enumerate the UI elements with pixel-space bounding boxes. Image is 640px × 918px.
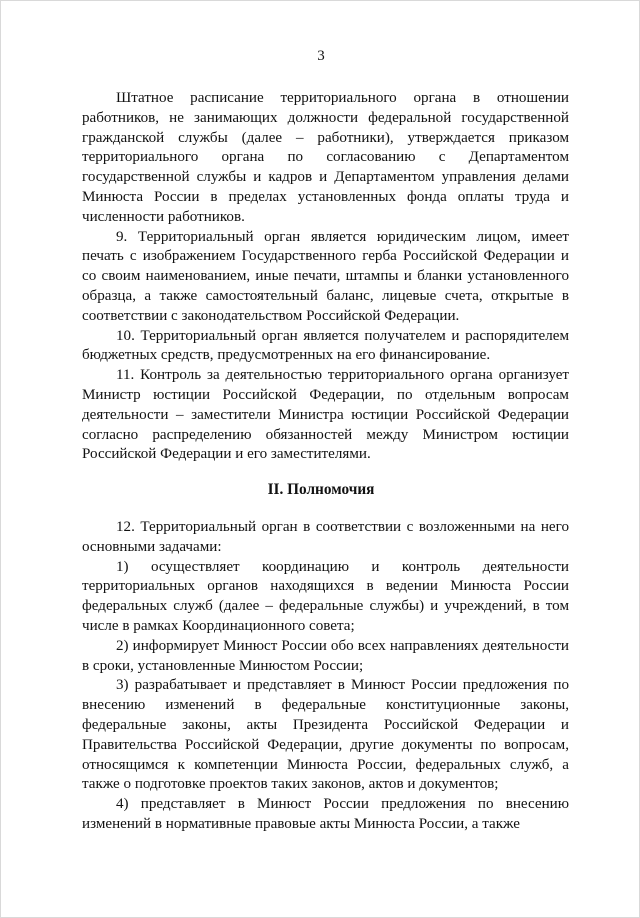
page-number: 3 <box>317 48 325 64</box>
paragraph-12: 12. Территориальный орган в соответствии с возложенными на него основными задачами: <box>82 519 569 555</box>
list-item-4: 4) представляет в Минюст России предложения по внесению изменений в нормативные правовые акты Минюста России, а также <box>82 796 569 832</box>
list-item-3: 3) разрабатывает и представляет в Минюст России предложения по внесению изменений в федеральные конституционные законы, федеральные законы, акты Президента Российской Федерации и Правительства Российской Федерации, другие документы по вопросам, относящимся к компетенции Минюста России, федеральных служб, а также о подготовке проектов таких законов, актов и документов; <box>82 677 569 793</box>
paragraph-9: 9. Территориальный орган является юридическим лицом, имеет печать с изображением Государственного герба Российской Федерации и со своим наименованием, иные печати, штампы и бланки установленного образца, а также самостоятельный баланс, лицевые счета, открытые в соответствии с законодательством Российской Федерации. <box>82 228 569 324</box>
section-bottom-text <box>82 518 569 835</box>
paragraph-10: 10. Территориальный орган является получателем и распорядителем бюджетных средств, предусмотренных на его финансирование. <box>82 327 569 364</box>
paragraph-staffing: Штатное расписание территориального органа в отношении работников, не занимающих должности федеральной государственной гражданской службы (далее – работники), утверждается приказом территориального органа по согласованию с Департаментом государственной службы и кадров и Департаментом управления делами Минюста России в пределах установленных фонда оплаты труда и численности работников. <box>82 90 569 225</box>
section-top-text <box>82 89 569 465</box>
list-item-2: 2) информирует Минюст России обо всех направлениях деятельности в сроки, установленные Минюстом России; <box>82 637 569 674</box>
paragraph-11: 11. Контроль за деятельностью территориального органа организует Министр юстиции Российской Федерации, по отдельным вопросам деятельности – заместители Министра юстиции Российской Федерации согласно распределению обязанностей между Министром юстиции Российской Федерации и его заместителями. <box>82 367 569 463</box>
section-heading: II. Полномочия <box>267 481 375 498</box>
list-item-1: 1) осуществляет координацию и контроль деятельности территориальных органов находящихся в ведении Минюста России федеральных служб (далее – федеральные службы) и учреждений, в том числе в рамках Координационного совета; <box>82 558 569 634</box>
